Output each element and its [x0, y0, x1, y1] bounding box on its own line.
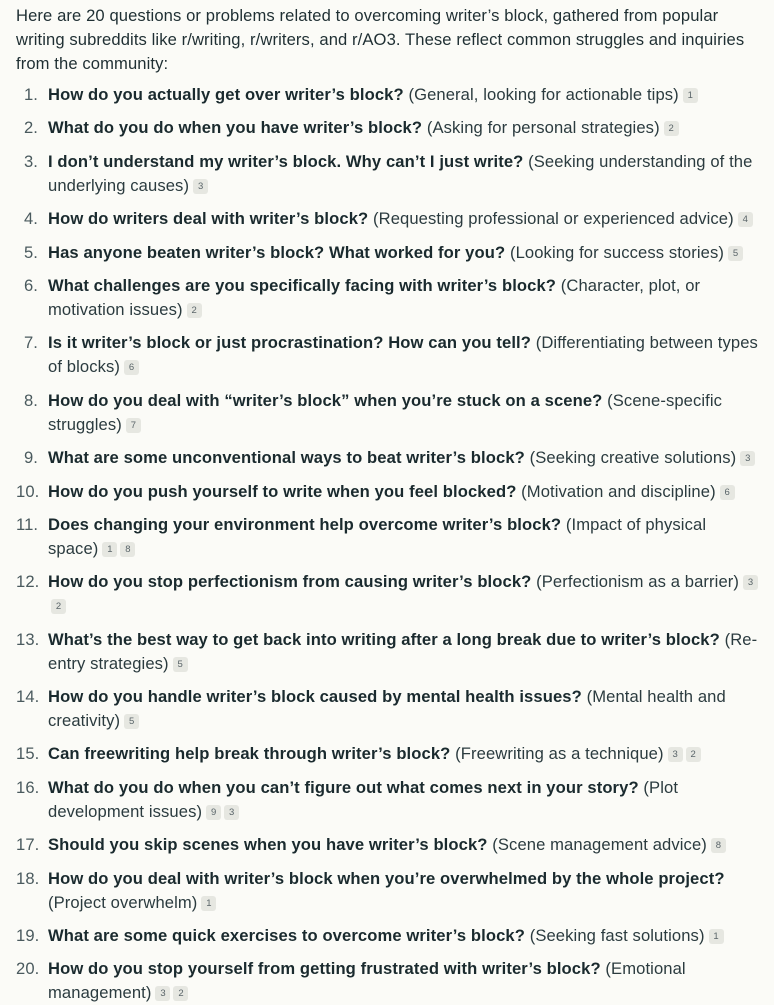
item-number: 11. [16, 514, 39, 534]
item-number: 20. [16, 959, 40, 979]
item-number: 1. [23, 85, 38, 104]
question-text: How do you push yourself to write when you feel blocked? [48, 481, 517, 501]
question-description: (Plot development issues) [48, 777, 679, 821]
question-description: (Impact of physical space) [48, 514, 707, 558]
citation-badge[interactable]: 9 [206, 805, 221, 820]
question-description: (Requesting professional or experienced advice) [372, 209, 734, 229]
citation-group [724, 243, 743, 262]
question-description: (Perfectionism as a barrier) [536, 572, 740, 592]
item-number: 2. [23, 118, 38, 138]
list-item-20 [16, 957, 760, 1005]
question-text: What do you do when you can’t figure out what comes next in your story? [48, 777, 639, 797]
citation-badge[interactable]: 7 [126, 418, 141, 433]
citation-group [736, 448, 755, 467]
question-text: Has anyone beaten writer’s block? What worked for you? [48, 242, 506, 262]
question-description: (Seeking creative solutions) [529, 448, 737, 468]
citation-group [734, 209, 753, 228]
citation-group [197, 893, 216, 912]
citation-group [98, 539, 135, 558]
citation-badge[interactable]: 3 [155, 986, 170, 1001]
citation-badge[interactable]: 3 [193, 179, 208, 194]
question-description: (Freewriting as a technique) [455, 744, 664, 764]
question-text: Is it writer’s block or just procrastination? How can you tell? [48, 333, 531, 353]
citation-group [169, 654, 188, 673]
list-item-1 [16, 83, 760, 107]
item-number: 13. [16, 629, 40, 649]
item-number: 14. [16, 687, 40, 707]
citation-badge[interactable]: 3 [740, 451, 755, 466]
list-item-17 [16, 833, 760, 857]
list-item-15 [16, 742, 760, 766]
question-text: How do you deal with “writer’s block” when you’re stuck on a scene? [48, 390, 603, 410]
citation-badge[interactable]: 6 [720, 485, 735, 500]
list-item-13 [16, 628, 760, 676]
citation-badge[interactable]: 2 [664, 121, 679, 136]
citation-badge[interactable]: 3 [224, 805, 239, 820]
citation-group [716, 482, 735, 501]
item-number: 10. [16, 481, 40, 501]
list-item-14 [16, 685, 760, 733]
question-text: Can freewriting help break through writer’s block? [48, 744, 451, 764]
item-number: 15. [16, 744, 40, 764]
citation-group [189, 176, 208, 195]
citation-badge[interactable]: 2 [173, 986, 188, 1001]
citation-badge[interactable]: 1 [102, 542, 117, 557]
item-number: 7. [23, 333, 38, 353]
list-item-3 [16, 150, 760, 198]
list-item-16 [16, 776, 760, 824]
item-number: 18. [16, 868, 40, 888]
item-number: 12. [16, 572, 40, 592]
citation-group [707, 835, 726, 854]
question-text: How do you actually get over writer’s block? [48, 85, 404, 104]
list-item-19 [16, 924, 760, 948]
citation-badge[interactable]: 2 [686, 747, 701, 762]
question-text: How do you handle writer’s block caused by mental health issues? [48, 687, 582, 707]
citation-group [120, 711, 139, 730]
citation-group [679, 85, 698, 104]
item-number: 19. [16, 926, 40, 946]
question-description: (Character, plot, or motivation issues) [48, 275, 701, 319]
citation-group [120, 357, 139, 376]
citation-group [705, 926, 724, 945]
citation-group [183, 300, 202, 319]
list-item-12 [16, 570, 760, 618]
item-number: 5. [23, 242, 38, 262]
list-item-4 [16, 207, 760, 231]
list-item-5 [16, 241, 760, 265]
question-description: (Motivation and discipline) [521, 481, 716, 501]
question-text: How do writers deal with writer’s block? [48, 209, 369, 229]
question-text: What’s the best way to get back into writing after a long break due to writer’s block? [48, 629, 720, 649]
citation-badge[interactable]: 1 [709, 929, 724, 944]
list-item-9 [16, 446, 760, 470]
list-item-10 [16, 480, 760, 504]
citation-badge[interactable]: 8 [711, 838, 726, 853]
item-number: 4. [23, 209, 38, 229]
question-description: (Asking for personal strategies) [426, 118, 660, 138]
citation-badge[interactable]: 5 [173, 657, 188, 672]
item-number: 16. [16, 777, 40, 797]
question-list [16, 83, 760, 1005]
question-text: Does changing your environment help overcome writer’s block? [48, 514, 562, 534]
question-text: What do you do when you have writer’s block? [48, 118, 423, 138]
question-description: (Emotional management) [48, 959, 686, 1003]
question-description: (Project overwhelm) [48, 892, 198, 912]
question-text: How do you stop yourself from getting frustrated with writer’s block? [48, 959, 601, 979]
list-item-7 [16, 331, 760, 379]
question-text: What are some unconventional ways to beat writer’s block? [48, 448, 525, 468]
item-number: 3. [23, 151, 38, 171]
question-text: How do you stop perfectionism from causing writer’s block? [48, 572, 532, 592]
citation-group [151, 983, 188, 1002]
citation-badge[interactable]: 6 [124, 360, 139, 375]
question-text: What challenges are you specifically facing with writer’s block? [48, 275, 557, 295]
citation-badge[interactable]: 5 [124, 714, 139, 729]
intro-paragraph: Here are 20 questions or problems related to overcoming writer’s block, gathered from popular writing subreddits like r/writing, r/writers, and r/AO3. These reflect common struggles and inquiries from the community: [16, 6, 745, 73]
item-number: 6. [23, 275, 38, 295]
question-description: (General, looking for actionable tips) [408, 85, 679, 104]
question-description: (Seeking fast solutions) [529, 926, 705, 946]
question-description: (Scene-specific struggles) [48, 390, 723, 434]
question-description: (Looking for success stories) [509, 242, 725, 262]
citation-badge[interactable]: 3 [668, 747, 683, 762]
question-description: (Re-entry strategies) [48, 629, 758, 673]
citation-group [664, 744, 701, 763]
citation-badge[interactable]: 2 [51, 599, 66, 614]
item-number: 8. [23, 390, 38, 410]
question-text: How do you deal with writer’s block when you’re overwhelmed by the whole project? [48, 868, 725, 888]
question-description: (Differentiating between types of blocks) [48, 333, 758, 377]
item-number: 17. [16, 835, 40, 855]
question-text: I don’t understand my writer’s block. Why can’t I just write? [48, 151, 524, 171]
citation-badge[interactable]: 5 [728, 246, 743, 261]
list-item-11 [16, 513, 760, 561]
citation-badge[interactable]: 3 [743, 575, 758, 590]
list-item-2 [16, 116, 760, 140]
question-text: Should you skip scenes when you have writer’s block? [48, 835, 488, 855]
citation-badge[interactable]: 2 [187, 303, 202, 318]
item-number: 9. [23, 448, 38, 468]
list-item-6 [16, 274, 760, 322]
question-description: (Seeking understanding of the underlying causes) [48, 151, 753, 195]
question-description: (Mental health and creativity) [48, 687, 726, 731]
citation-badge[interactable]: 4 [738, 212, 753, 227]
citation-group [122, 415, 141, 434]
question-description: (Scene management advice) [492, 835, 707, 855]
citation-badge[interactable]: 1 [201, 896, 216, 911]
citation-group [660, 118, 679, 137]
citation-badge[interactable]: 1 [683, 88, 698, 103]
question-text: What are some quick exercises to overcome writer’s block? [48, 926, 525, 946]
list-item-18 [16, 867, 760, 915]
citation-group [202, 802, 239, 821]
list-item-8 [16, 389, 760, 437]
citation-badge[interactable]: 8 [120, 542, 135, 557]
